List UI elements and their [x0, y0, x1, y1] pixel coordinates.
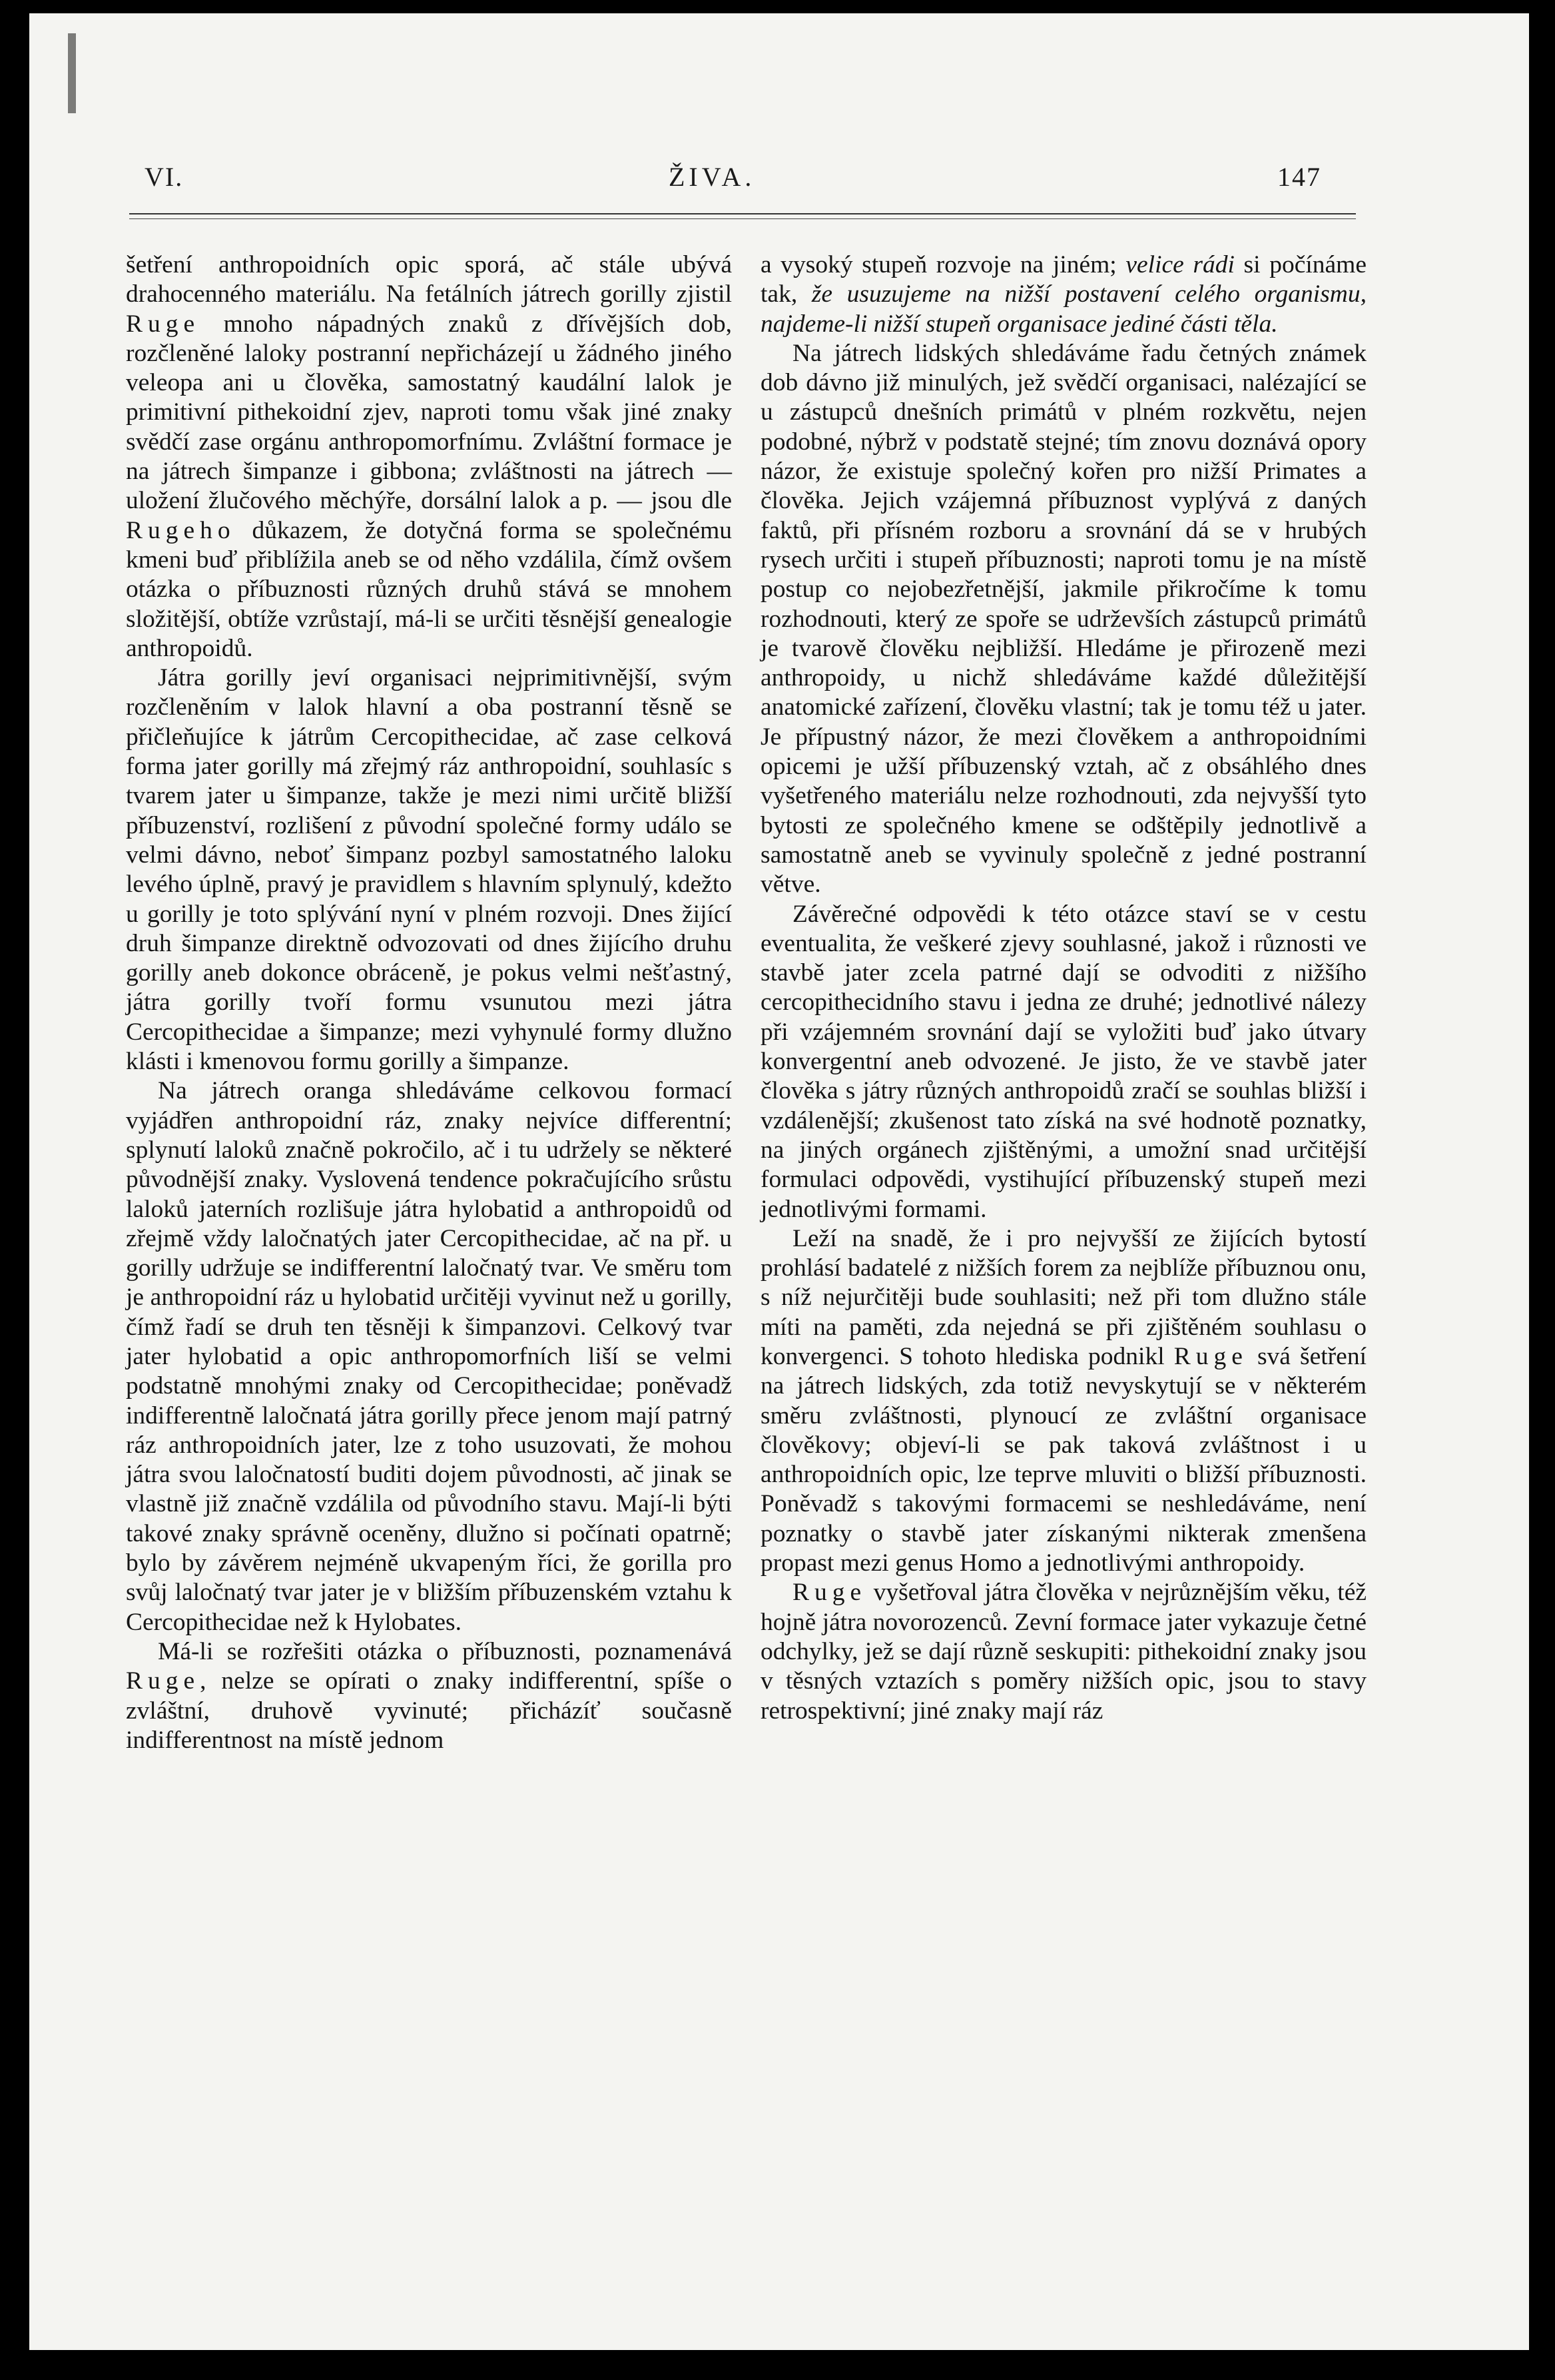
- emphasis: že usuzujeme na nižší postavení celého organismu, najdeme-li nižší stupeň organisace jediné části těla.: [761, 280, 1367, 338]
- volume-number: VI.: [145, 162, 184, 192]
- paragraph: Játra gorilly jeví organisaci nejprimitivnější, svým rozčleněním v lalok hlavní a oba postranní těsně se přičleňujíce k játrům Cercopithecidae, ač zase celková forma jater gorilly má zřejmý ráz anthropoidní, souhlasíc s tvarem jater u šimpanze, takže je mezi nimi určitě bližší příbuzenství, rozlišení z původní společné formy událo se velmi dávno, neboť šimpanz pozbyl samostatného laloku levého úplně, pravý je pravidlem s hlavním splynulý, kdežto u gorilly je toto splývání nyní v plném rozvoji. Dnes žijící druh šimpanze direktně odvozovati od dnes žijícího druhu gorilly aneb dokonce obráceně, je pokus velmi nešťastný, játra gorilly tvoří formu vsunutou mezi játra Cercopithecidae a šimpanze; mezi vyhynulé formy dlužno klásti i kmenovou formu gorilly a šimpanze.: [126, 664, 732, 1076]
- page: [29, 13, 1529, 2350]
- author-name: Rugeho: [126, 516, 236, 544]
- author-name: Ruge: [126, 1667, 200, 1695]
- author-name: Ruge: [1173, 1342, 1248, 1370]
- right-column: [761, 250, 1367, 1726]
- left-column: [126, 250, 732, 1755]
- paragraph: Závěrečné odpovědi k této otázce staví se v cestu eventualita, že veškeré zjevy souhlasné, jakož i různosti ve stavbě jater zcela patrné dají se odvoditi z nižšího cercopithecidního stavu i jedna ze druhé; jednotlivé nálezy při vzájemném srovnání dají se vyložiti buď jako útvary konvergentní aneb odvozené. Je jisto, že ve stavbě jater člověka s játry různých anthropoidů zračí se souhlas bližší i vzdálenější; zkušenost tato získá na své hodnotě poznatky, na jiných orgánech zjištěnými, a umožní snad určitější formulaci odpovědi, vystihující příbuzenský stupeň mezi jednotlivými formami.: [761, 900, 1367, 1223]
- author-name: Ruge: [792, 1579, 867, 1607]
- emphasis: velice rádi: [1125, 251, 1235, 278]
- paragraph: a vysoký stupeň rozvoje na jiném; velice rádi si počínáme tak, že usuzujeme na nižší postavení celého organismu, najdeme-li nižší stupeň organisace jediné části těla.: [761, 251, 1367, 338]
- paragraph: Má-li se rozřešiti otázka o příbuznosti, poznamenává Ruge, nelze se opírati o znaky indifferentní, spíše o zvláštní, druhově vyvinuté; přicházíť současně indifferentnost na místě jednom: [126, 1637, 732, 1754]
- page-number: 147: [1277, 162, 1321, 192]
- journal-title: ŽIVA.: [669, 162, 756, 192]
- paragraph: Na játrech oranga shledáváme celkovou formací vyjádřen anthropoidní ráz, znaky nejvíce differentní; splynutí laloků značně pokročilo, ač i tu udržely se některé původnější znaky. Vyslovená tendence pokračujícího srůstu laloků jaterních rozlišuje játra hylobatid a anthropoidů od zřejmě vždy laločnatých jater Cercopithecidae, ač na př. u gorilly udržuje se indifferentní laločnatý tvar. Ve směru tom je anthropoidní ráz u hylobatid určitěji vyvinut než u gorilly, čímž řadí se druh ten těsněji k šimpanzovi. Celkový tvar jater hylobatid a opic anthropomorfních liší se velmi podstatně mnohými znaky od Cercopithecidae; poněvadž indifferentně laločnatá játra gorilly přece jenom mají patrný ráz anthropoidních jater, lze z toho usuzovati, že mohou játra svou laločnatostí buditi dojem původnosti, ač jinak se vlastně již značně vzdálila od původního stavu. Mají-li býti takové znaky správně oceněny, dlužno si počínati opatrně; bylo by závěrem nejméně ukvapeným říci, že gorilla pro svůj laločnatý tvar jater je v bližším příbuzenském vztahu k Cercopithecidae než k Hylobates.: [126, 1077, 732, 1636]
- header-rule: [129, 213, 1356, 219]
- author-name: Ruge: [126, 310, 200, 338]
- paragraph: šetření anthropoidních opic sporá, ač stále ubývá drahocenného materiálu. Na fetálních játrech gorilly zjistil Ruge mnoho nápadných znaků z dřívějších dob, rozčleněné laloky postranní nepřicházejí u žádného jiného veleopa ani u člověka, samostatný kaudální lalok je primitivní pithekoidní zjev, naproti tomu však jiné znaky svědčí zase orgánu anthropomorfnímu. Zvláštní formace je na játrech šimpanze i gibbona; zvláštnosti na játrech — uložení žlučového měchýře, dorsální lalok a p. — jsou dle Rugeho důkazem, že dotyčná forma se společnému kmeni buď přiblížila aneb se od něho vzdálila, čímž ovšem otázka o příbuznosti různých druhů stává se mnohem složitější, obtíže vzrůstají, má-li se určiti těsnější genealogie anthropoidů.: [126, 251, 732, 662]
- paragraph: Leží na snadě, že i pro nejvyšší ze žijících bytostí prohlásí badatelé z nižších forem za nejblíže příbuznou onu, s níž nejurčitěji bude souhlasiti; než při tom dlužno stále míti na paměti, zda nejedná se při zjištěném souhlasu o konvergenci. S tohoto hlediska podnikl Ruge svá šetření na játrech lidských, zda totiž nevyskytují se v některém směru zvláštnosti, plynoucí ze zvláštní organisace člověkovy; objeví-li se pak taková zvláštnost i u anthropoidních opic, lze teprve mluviti o bližší příbuznosti. Poněvadž s takovými formacemi se neshledáváme, není poznatky o stavbě jater získanými nikterak zmenšena propast mezi genus Homo a jednotlivými anthropoidy.: [761, 1224, 1367, 1577]
- paragraph: Na játrech lidských shledáváme řadu četných známek dob dávno již minulých, jež svědčí organisaci, nalézající se u zástupců dnešních primátů v plném rozkvětu, nejen podobné, nýbrž v podstatě stejné; tím znovu doznává opory názor, že existuje společný kořen pro nižší Primates a člověka. Jejich vzájemná příbuznost vyplývá z daných faktů, při přísném rozboru a srovnání dá se v hrubých rysech určiti i stupeň příbuznosti; naproti tomu je na místě postup co nejobezřetnější, jakmile přikročíme k tomu rozhodnouti, který ze spoře se udrževších zástupců primátů je tvarově člověku nejbližší. Hledáme je přirozeně mezi anthropoidy, u nichž shledáváme každé důležitější anatomické zařízení, člověku vlastní; tak je tomu též u jater. Je přípustný názor, že mezi člověkem a anthropoidními opicemi je užší příbuzenský vztah, ač z obsáhlého dnes vyšetřeného materiálu nelze rozhodnouti, zda nejvyšší tyto bytosti ze společného kmene se odštěpily jednotlivě a samostatně aneb se vyvinuly společně z jedné postranní větve.: [761, 339, 1367, 899]
- paragraph: Ruge vyšetřoval játra člověka v nejrůznějším věku, též hojně játra novorozenců. Zevní formace jater vykazuje četné odchylky, jež se dají různě seskupiti: pithekoidní znaky jsou v těsných vztazích s poměry nižších opic, jsou to stavy retrospektivní; jiné znaky mají ráz: [761, 1579, 1367, 1725]
- running-header: [29, 161, 1529, 201]
- scan-edge-artifact: [68, 33, 76, 113]
